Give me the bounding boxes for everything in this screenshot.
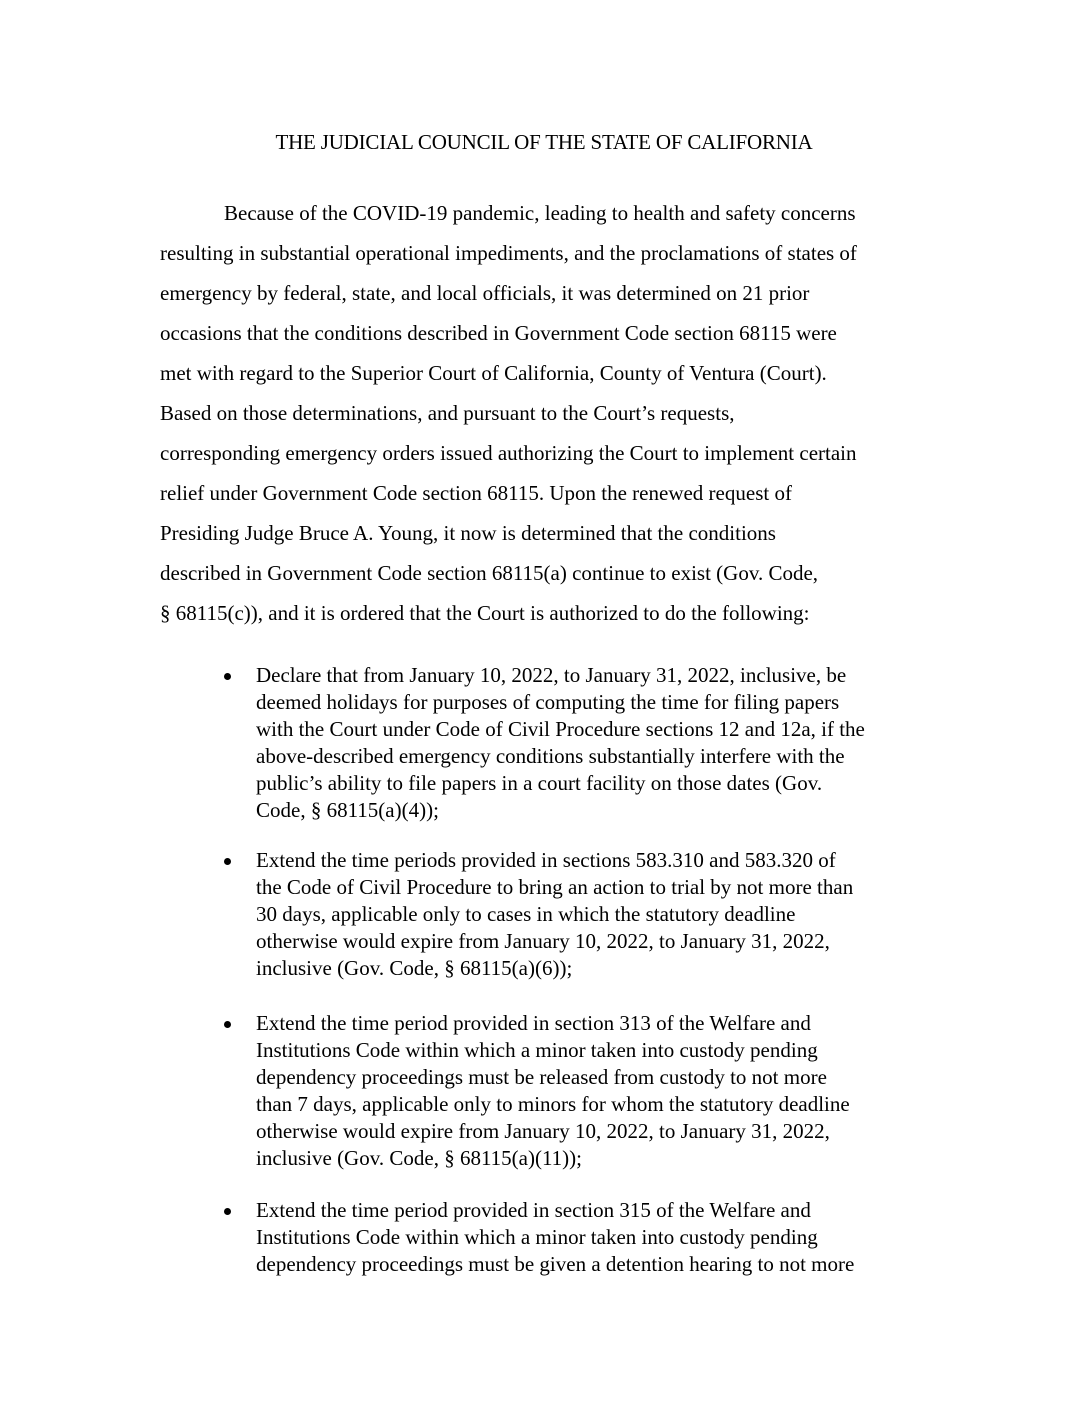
list-item-line: than 7 days, applicable only to minors for whom the statutory deadline bbox=[256, 1092, 850, 1116]
list-item-line: 30 days, applicable only to cases in which the statutory deadline bbox=[256, 902, 796, 926]
paragraph-line: resulting in substantial operational impediments, and the proclamations of states of bbox=[160, 241, 857, 265]
document-title: THE JUDICIAL COUNCIL OF THE STATE OF CALIFORNIA bbox=[275, 130, 813, 154]
paragraph-line: § 68115(c)), and it is ordered that the Court is authorized to do the following: bbox=[160, 601, 810, 625]
list-item-line: deemed holidays for purposes of computing the time for filing papers bbox=[256, 690, 840, 714]
list-item-line: dependency proceedings must be released from custody to not more bbox=[256, 1065, 827, 1089]
bullet-icon bbox=[224, 858, 231, 865]
list-item-line: Extend the time period provided in section 315 of the Welfare and bbox=[256, 1198, 811, 1222]
paragraph-line: occasions that the conditions described in Government Code section 68115 were bbox=[160, 321, 837, 345]
bullet-icon bbox=[224, 673, 231, 680]
list-item-line: Institutions Code within which a minor taken into custody pending bbox=[256, 1038, 818, 1062]
intro-paragraph bbox=[160, 193, 940, 633]
list-item-line: Extend the time period provided in section 313 of the Welfare and bbox=[256, 1011, 811, 1035]
list-item-line: otherwise would expire from January 10, 2022, to January 31, 2022, bbox=[256, 929, 830, 953]
list-item-line: Declare that from January 10, 2022, to January 31, 2022, inclusive, be bbox=[256, 663, 847, 687]
bullet-icon bbox=[224, 1208, 231, 1215]
list-item-line: public’s ability to file papers in a court facility on those dates (Gov. bbox=[256, 771, 823, 795]
list-item-line: otherwise would expire from January 10, 2022, to January 31, 2022, bbox=[256, 1119, 830, 1143]
paragraph-line: Presiding Judge Bruce A. Young, it now is determined that the conditions bbox=[160, 521, 776, 545]
paragraph-line: emergency by federal, state, and local officials, it was determined on 21 prior bbox=[160, 281, 810, 305]
list-item-line: dependency proceedings must be given a detention hearing to not more bbox=[256, 1252, 855, 1276]
paragraph-line: Because of the COVID-19 pandemic, leading to health and safety concerns bbox=[224, 201, 856, 225]
list-item-line: inclusive (Gov. Code, § 68115(a)(11)); bbox=[256, 1146, 583, 1170]
paragraph-line: Based on those determinations, and pursuant to the Court’s requests, bbox=[160, 401, 735, 425]
list-item-line: Institutions Code within which a minor taken into custody pending bbox=[256, 1225, 818, 1249]
paragraph-line: corresponding emergency orders issued authorizing the Court to implement certain bbox=[160, 441, 857, 465]
paragraph-line: met with regard to the Superior Court of California, County of Ventura (Court). bbox=[160, 361, 827, 385]
paragraph-line: described in Government Code section 68115(a) continue to exist (Gov. Code, bbox=[160, 561, 819, 585]
list-item-line: inclusive (Gov. Code, § 68115(a)(6)); bbox=[256, 956, 573, 980]
paragraph-line: relief under Government Code section 68115. Upon the renewed request of bbox=[160, 481, 792, 505]
list-item-line: the Code of Civil Procedure to bring an action to trial by not more than bbox=[256, 875, 854, 899]
list-item-line: Code, § 68115(a)(4)); bbox=[256, 798, 439, 822]
list-item-line: above-described emergency conditions substantially interfere with the bbox=[256, 744, 845, 768]
list-item-line: with the Court under Code of Civil Procedure sections 12 and 12a, if the bbox=[256, 717, 865, 741]
bullet-icon bbox=[224, 1021, 231, 1028]
list-item-line: Extend the time periods provided in sections 583.310 and 583.320 of bbox=[256, 848, 836, 872]
